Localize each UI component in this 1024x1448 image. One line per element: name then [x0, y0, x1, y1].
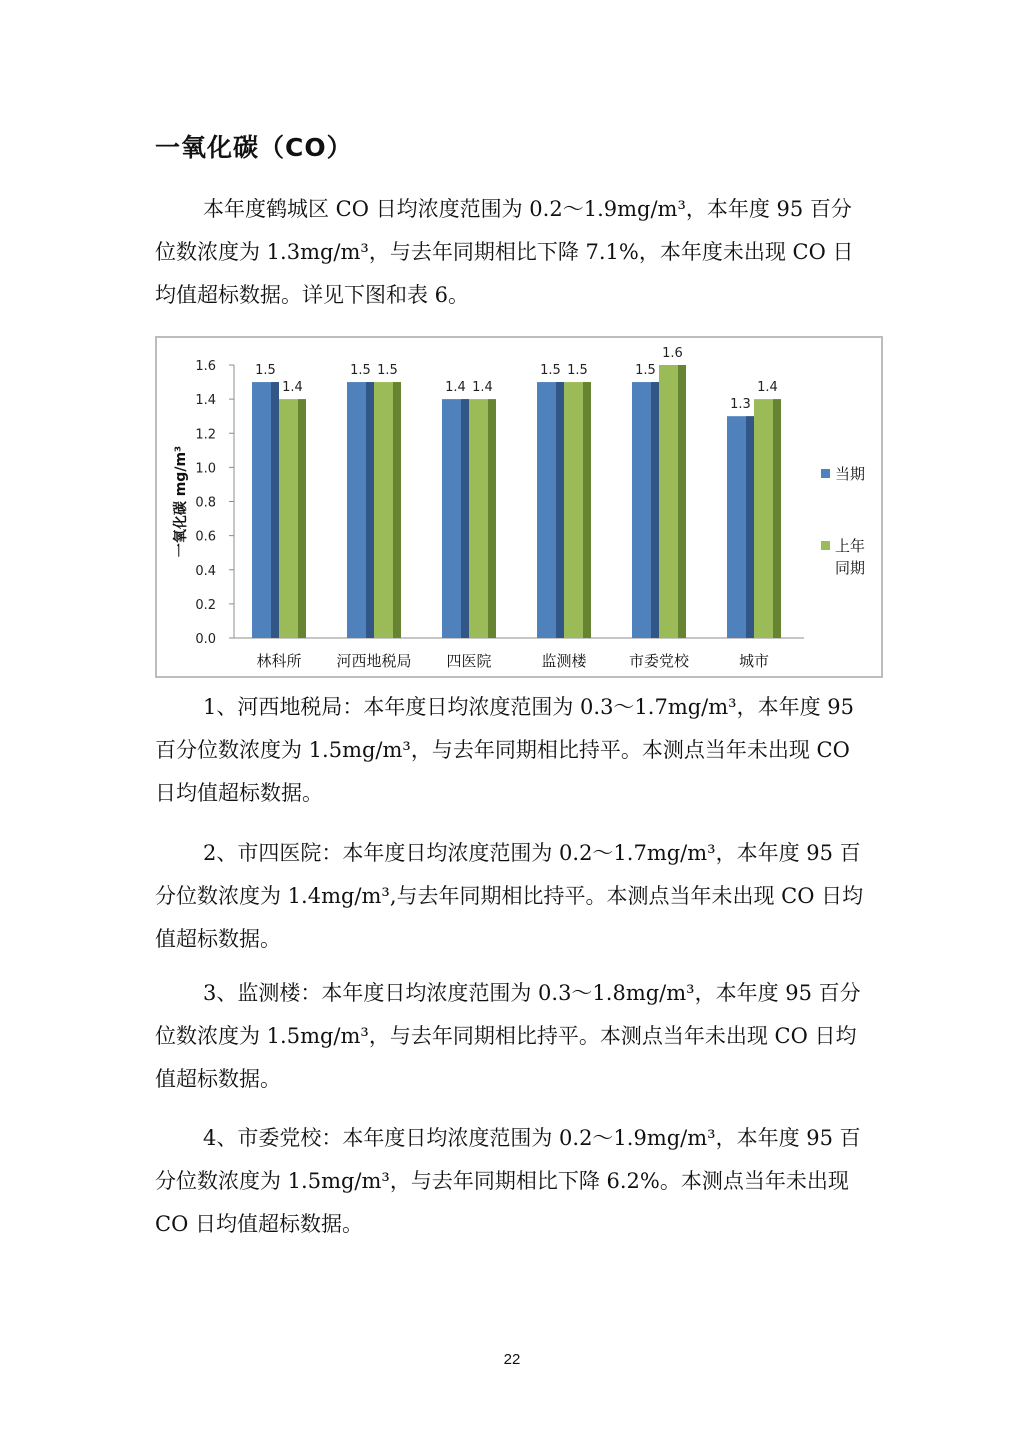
y-tick-label: 0.2 [195, 597, 216, 613]
x-tick-label: 林科所 [256, 652, 302, 670]
bar-side [746, 416, 754, 638]
data-label: 1.5 [540, 363, 561, 379]
paragraph-hexi: 1、河西地税局：本年度日均浓度范围为 0.3～1.7mg/m³，本年度 95 百分位数浓度为 1.5mg/m³，与去年同期相比持平。本测点当年未出现 CO 日均值超标数据。 [155, 695, 854, 805]
bar-side [393, 382, 401, 638]
data-label: 1.6 [662, 346, 683, 361]
bar-side [488, 399, 496, 638]
page-number: 22 [503, 1351, 521, 1368]
data-label: 1.5 [350, 363, 371, 379]
data-label: 1.5 [377, 363, 398, 379]
x-tick-label: 监测楼 [541, 652, 587, 670]
y-tick-label: 0.8 [195, 495, 216, 511]
bar-side [298, 399, 306, 638]
bar-side [461, 399, 469, 638]
y-tick-label: 1.2 [195, 427, 216, 443]
x-tick-label: 市委党校 [628, 652, 690, 670]
y-tick-label: 0.0 [195, 632, 216, 647]
data-label: 1.3 [730, 397, 751, 413]
legend-label-line: 同期 [835, 559, 866, 577]
x-tick-label: 四医院 [446, 652, 492, 670]
bar-side [583, 382, 591, 638]
data-label: 1.4 [757, 380, 778, 396]
y-tick-label: 1.6 [195, 359, 216, 374]
legend-label-current: 当期 [835, 465, 866, 483]
bar-side [651, 382, 659, 638]
bar-side [271, 382, 279, 638]
chart-canvas [157, 338, 885, 680]
bar-side [366, 382, 374, 638]
legend-label-lastyear [835, 537, 865, 577]
intro-paragraph: 本年度鹤城区 CO 日均浓度范围为 0.2～1.9mg/m³，本年度 95 百分位数浓度为 1.3mg/m³，与去年同期相比下降 7.1%，本年度未出现 CO 日均值超标数据。详见下图和表 6。 [155, 197, 854, 307]
paragraph-shiwei: 4、市委党校：本年度日均浓度范围为 0.2～1.9mg/m³，本年度 95 百分位数浓度为 1.5mg/m³，与去年同期相比下降 6.2%。本测点当年未出现 CO 日均值超标数据。 [155, 1126, 861, 1236]
bar-side [773, 399, 781, 638]
data-label: 1.5 [255, 363, 276, 379]
data-label: 1.4 [445, 380, 466, 396]
bar-side [678, 365, 686, 638]
y-tick-label: 1.4 [195, 393, 216, 409]
y-tick-label: 0.6 [195, 529, 216, 545]
x-tick-label: 城市 [738, 652, 770, 670]
data-label: 1.5 [635, 363, 656, 379]
x-tick-label: 河西地税局 [336, 652, 412, 670]
legend-label-line: 上年 [835, 537, 866, 555]
co-bar-chart [155, 336, 883, 678]
data-label: 1.5 [567, 363, 588, 379]
legend-swatch-lastyear [821, 541, 830, 550]
paragraph-jiancelou: 3、监测楼：本年度日均浓度范围为 0.3～1.8mg/m³，本年度 95 百分位数浓度为 1.5mg/m³，与去年同期相比持平。本测点当年未出现 CO 日均值超标数据。 [155, 981, 861, 1091]
section-heading: 一氧化碳（CO） [155, 133, 353, 162]
data-label: 1.4 [282, 380, 303, 396]
y-axis-title: 一氧化碳 mg/m³ [173, 445, 189, 558]
legend-swatch-current [821, 469, 830, 478]
y-tick-label: 0.4 [195, 563, 216, 579]
paragraph-siyiyuan: 2、市四医院：本年度日均浓度范围为 0.2～1.7mg/m³，本年度 95 百分位数浓度为 1.4mg/m³,与去年同期相比持平。本测点当年未出现 CO 日均值超标数据。 [155, 841, 864, 951]
y-tick-label: 1.0 [195, 461, 216, 477]
bar-side [556, 382, 564, 638]
data-label: 1.4 [472, 380, 493, 396]
